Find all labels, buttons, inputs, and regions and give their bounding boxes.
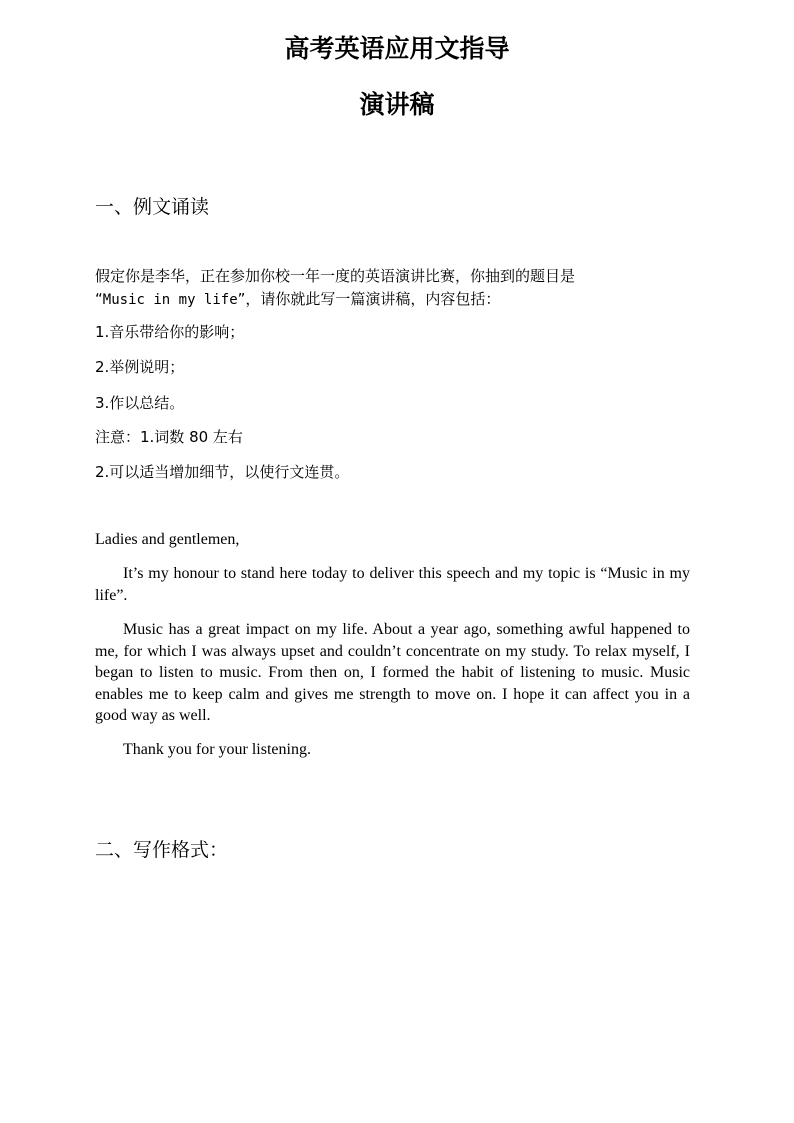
prompt-topic: Music in my life xyxy=(102,292,238,308)
requirement-2: 2.举例说明； xyxy=(95,358,185,376)
page-subtitle: 演讲稿 xyxy=(359,90,435,119)
prompt-line-1: 假定你是李华，正在参加你校一年一度的英语演讲比赛，你抽到的题目是 xyxy=(95,267,576,285)
prompt-line-2 xyxy=(95,288,695,312)
essay-paragraph-1: It’s my honour to stand here today to deliver this speech and my topic is “Music in my life”. xyxy=(95,565,690,604)
note-1: 注意：1.词数 80 左右 xyxy=(95,428,243,446)
prompt-quote-open: “ xyxy=(95,290,103,308)
page-title: 高考英语应用文指导 xyxy=(284,34,510,63)
requirement-3: 3.作以总结。 xyxy=(95,394,185,412)
note-2: 2.可以适当增加细节，以使行文连贯。 xyxy=(95,463,350,481)
prompt-line-2-rest: ”，请你就此写一篇演讲稿，内容包括： xyxy=(237,290,501,308)
essay-closing: Thank you for your listening. xyxy=(123,741,311,758)
essay-greeting: Ladies and gentlemen, xyxy=(95,531,240,548)
section-heading-sample: 一、例文诵读 xyxy=(95,196,210,218)
section-heading-format: 二、写作格式： xyxy=(95,839,229,861)
requirement-1: 1.音乐带给你的影响； xyxy=(95,323,245,341)
essay-paragraph-2: Music has a great impact on my life. About a year ago, something awful happened to me, for which I was always upset and couldn’t concentrate on my study. To relax myself, I began to listen to music. From then on, I formed the habit of listening to music. Music enables me to keep calm and gives me strength to move on. I hope it can affect you in a good way as well. xyxy=(95,621,690,724)
